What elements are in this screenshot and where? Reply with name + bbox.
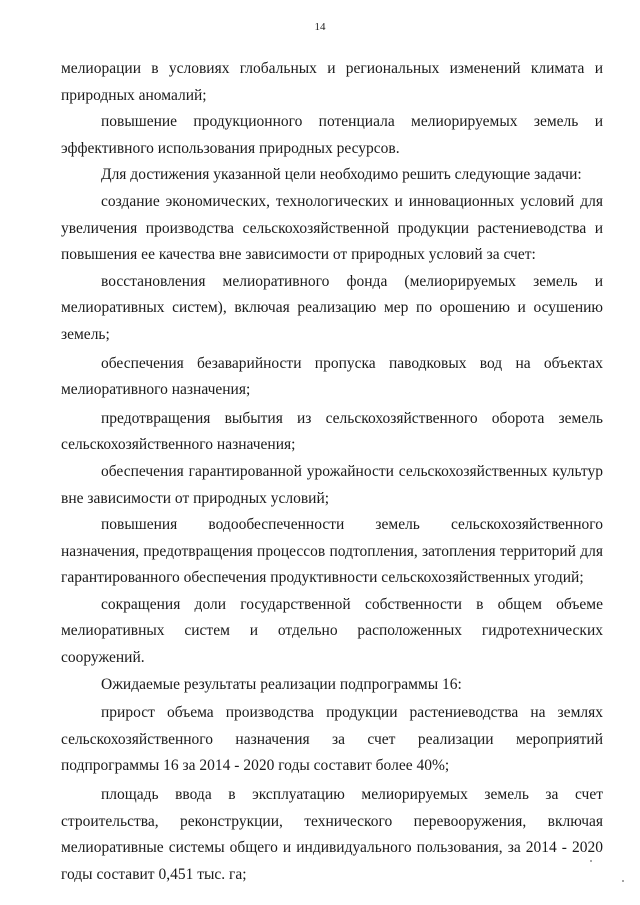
- paragraph-8: обеспечения гарантированной урожайности сельскохозяйственных культур вне зависимости от природных условий;: [61, 462, 603, 507]
- document-body: [61, 56, 603, 888]
- paragraph-4: создание экономических, технологических и инновационных условий для увеличения производства сельскохозяйственной продукции растениеводства и повышения ее качества вне зависимости от природных условий за счет:: [61, 192, 603, 264]
- paragraph-6: обеспечения безаварийности пропуска паводковых вод на объектах мелиоративного назначения;: [61, 354, 603, 399]
- paragraph-3: Для достижения указанной цели необходимо решить следующие задачи:: [101, 166, 582, 184]
- paragraph-1: мелиорации в условиях глобальных и региональных изменений климата и природных аномалий;: [61, 60, 603, 104]
- paragraph-2: повышение продукционного потенциала мелиорируемых земель и эффективного использования природных ресурсов.: [61, 113, 603, 157]
- scan-dot: [590, 860, 592, 862]
- paragraph-7: предотвращения выбытия из сельскохозяйственного оборота земель сельскохозяйственного назначения;: [61, 409, 603, 454]
- paragraph-12: прирост объема производства продукции растениеводства на землях сельскохозяйственного назначения за счет реализации мероприятий подпрограммы 16 за 2014 - 2020 годы составит более 40%;: [61, 704, 603, 775]
- paragraph-5: восстановления мелиоративного фонда (мелиорируемых земель и мелиоративных систем), включая реализацию мер по орошению и осушению земель;: [61, 272, 603, 343]
- paragraph-13: площадь ввода в эксплуатацию мелиорируемых земель за счет строительства, реконструкции, технического перевооружения, включая мелиоративные системы общего и индивидуального пользования, за 2014 - 2020 годы составит 0,451 тыс. га;: [61, 786, 603, 883]
- page-number: 14: [314, 21, 326, 33]
- scan-dot: [622, 880, 624, 882]
- paragraph-9: повышения водообеспеченности земель сельскохозяйственного назначения, предотвращения процессов подтопления, затопления территорий для гарантированного обеспечения продуктивности сельскохозяйственных угодий;: [61, 516, 603, 587]
- paragraph-11: Ожидаемые результаты реализации подпрограммы 16:: [101, 675, 462, 693]
- paragraph-10: сокращения доли государственной собственности в общем объеме мелиоративных систем и отдельно расположенных гидротехнических сооружений.: [61, 595, 603, 667]
